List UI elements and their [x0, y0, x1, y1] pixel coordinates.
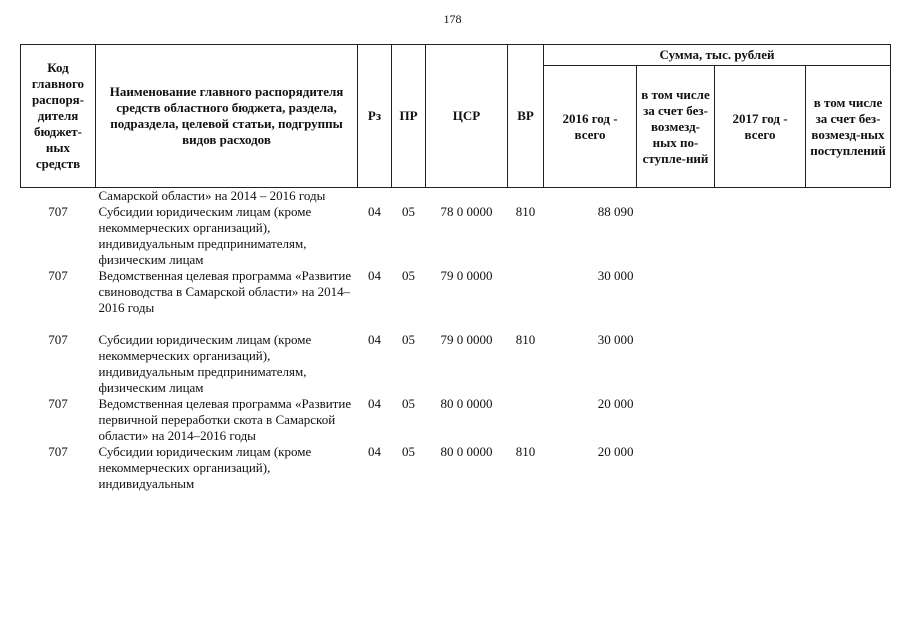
row-free-2016 — [637, 188, 715, 205]
row-free-2016 — [637, 204, 715, 268]
row-csr — [426, 188, 508, 205]
row-sum-2016: 30 000 — [597, 332, 634, 347]
row-free-2017 — [806, 268, 891, 332]
row-sum-2016: 20 000 — [597, 444, 634, 459]
table-row — [21, 268, 891, 332]
header-rz: Рз — [358, 45, 392, 188]
row-sum-2017 — [715, 268, 806, 332]
row-pr: 05 — [402, 268, 415, 283]
row-pr: 05 — [402, 332, 415, 347]
row-pr: 05 — [402, 396, 415, 411]
row-name: Субсидии юридическим лицам (кроме некоммерческих организаций), индивидуальным предпринимателям, физическим лицам — [98, 204, 312, 267]
row-rz: 04 — [368, 204, 381, 219]
row-rz — [358, 188, 392, 205]
header-code: Код главного распоря-дителя бюджет-ных средств — [21, 45, 96, 188]
table-row — [21, 204, 891, 268]
row-rz: 04 — [368, 268, 381, 283]
row-sum-2017 — [715, 332, 806, 396]
row-sum-2016: 20 000 — [597, 396, 634, 411]
row-name: Субсидии юридическим лицам (кроме некоммерческих организаций), индивидуальным предпринимателям, физическим лицам — [98, 332, 312, 395]
row-code: 707 — [48, 204, 68, 219]
row-rz: 04 — [368, 396, 381, 411]
row-csr: 78 0 0000 — [440, 204, 493, 219]
table-row — [21, 188, 891, 205]
table-row — [21, 444, 891, 492]
row-csr: 80 0 0000 — [440, 444, 493, 459]
row-sum-2017 — [715, 396, 806, 444]
row-sum-2016: 30 000 — [597, 268, 634, 283]
row-sum-2017 — [715, 204, 806, 268]
row-code: 707 — [48, 444, 68, 459]
row-sum-2017 — [715, 444, 806, 492]
row-free-2016 — [637, 332, 715, 396]
header-2016-gratuitous: в том числе за счет без-возмезд-ных по-ступле-ний — [637, 66, 715, 188]
row-sum-2016: 88 090 — [597, 204, 634, 219]
header-vr: ВР — [508, 45, 544, 188]
table-row — [21, 332, 891, 396]
header-2017-gratuitous: в том числе за счет без-возмезд-ных поступлений — [806, 66, 891, 188]
row-vr — [508, 268, 544, 332]
row-free-2017 — [806, 396, 891, 444]
row-rz: 04 — [368, 444, 381, 459]
row-csr: 79 0 0000 — [440, 268, 493, 283]
header-2016-total: 2016 год - всего — [544, 66, 637, 188]
row-code: 707 — [48, 332, 68, 347]
row-code: 707 — [48, 396, 68, 411]
row-vr — [508, 188, 544, 205]
row-name: Субсидии юридическим лицам (кроме некоммерческих организаций), индивидуальным — [98, 444, 312, 491]
row-free-2017 — [806, 188, 891, 205]
row-code: 707 — [48, 268, 68, 283]
row-vr: 810 — [515, 332, 536, 347]
row-free-2016 — [637, 444, 715, 492]
row-csr: 79 0 0000 — [440, 332, 493, 347]
row-pr — [392, 188, 426, 205]
row-name: Самарской области» на 2014 – 2016 годы — [98, 188, 326, 203]
row-vr: 810 — [515, 444, 536, 459]
row-name: Ведомственная целевая программа «Развитие первичной переработки скота в Самарской области» на 2014–2016 годы — [98, 396, 352, 443]
table-row — [21, 396, 891, 444]
row-pr: 05 — [402, 204, 415, 219]
row-rz: 04 — [368, 332, 381, 347]
header-row-1 — [21, 45, 891, 66]
row-sum-2017 — [715, 188, 806, 205]
header-pr: ПР — [392, 45, 426, 188]
page-number: 178 — [443, 12, 462, 26]
budget-table — [20, 44, 891, 492]
row-vr — [508, 396, 544, 444]
row-pr: 05 — [402, 444, 415, 459]
row-sum-2016 — [544, 188, 637, 205]
row-vr: 810 — [515, 204, 536, 219]
header-csr: ЦСР — [426, 45, 508, 188]
row-free-2016 — [637, 268, 715, 332]
header-sum-group: Сумма, тыс. рублей — [544, 45, 891, 66]
row-free-2016 — [637, 396, 715, 444]
row-free-2017 — [806, 332, 891, 396]
header-name: Наименование главного распорядителя средств областного бюджета, раздела, подраздела, целевой статьи, подгруппы видов расходов — [96, 45, 358, 188]
row-name: Ведомственная целевая программа «Развитие свиноводства в Самарской области» на 2014–2016 годы — [98, 268, 352, 315]
row-free-2017 — [806, 444, 891, 492]
row-csr: 80 0 0000 — [440, 396, 493, 411]
row-free-2017 — [806, 204, 891, 268]
header-2017-total: 2017 год - всего — [715, 66, 806, 188]
row-code — [21, 188, 96, 205]
